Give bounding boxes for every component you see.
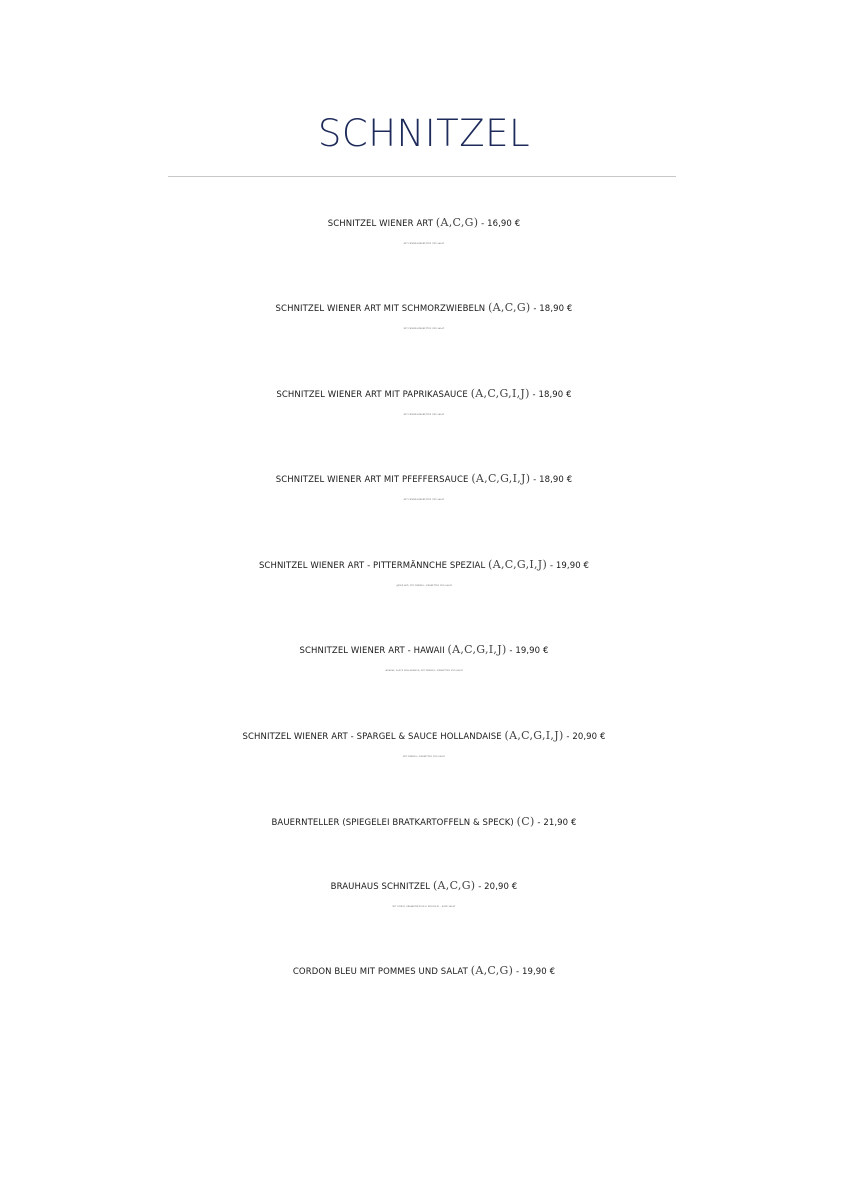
menu-item	[0, 874, 848, 916]
item-name: SCHNITZEL WIENER ART - HAWAII	[299, 646, 445, 656]
item-price: - 19,90 €	[509, 646, 549, 656]
menu-item	[0, 211, 848, 253]
menu-item	[0, 467, 848, 509]
item-price: - 19,90 €	[549, 561, 590, 571]
menu-item	[0, 553, 848, 595]
item-description: MIT POMMES/KROKETTEN UND SALAT	[403, 415, 445, 416]
page-title: SCHNITZEL	[317, 112, 531, 155]
item-price: - 20,90 €	[566, 732, 606, 742]
menu-item	[0, 296, 848, 338]
item-price: - 20,90 €	[478, 882, 518, 892]
item-allergens: (A,C,G)	[435, 216, 479, 229]
item-description: MIT POMMES / KROKETTEN UND SALAT	[402, 757, 446, 758]
item-description: MIT POMMES/KROKETTEN UND SALAT	[403, 329, 445, 330]
item-description: MIT POMMES/KROKETTEN UND SALAT	[403, 500, 445, 501]
title-divider	[168, 176, 676, 177]
item-allergens: (A,C,G,I,J)	[470, 387, 530, 400]
item-allergens: (A,C,G,I,J)	[504, 729, 564, 742]
item-price: - 21,90 €	[537, 818, 577, 828]
item-name: BRAUHAUS SCHNITZEL	[330, 882, 431, 892]
item-price: - 16,90 €	[481, 219, 521, 229]
item-name: SCHNITZEL WIENER ART MIT PFEFFERSAUCE	[275, 475, 469, 485]
item-price: - 18,90 €	[533, 475, 573, 485]
item-allergens: (A,C,G)	[470, 964, 514, 977]
item-description: MIT POMMES/KROKETTEN UND SALAT	[403, 244, 445, 245]
item-description: (ANANAS, SAUCE HOLLANDAISE) MIT POMMES / KROKETTEN UND SALAT	[385, 671, 463, 672]
item-price: - 18,90 €	[533, 304, 573, 314]
item-name: SCHNITZEL WIENER ART	[327, 219, 434, 229]
item-allergens: (A,C,G)	[432, 879, 476, 892]
menu-item	[0, 638, 848, 680]
item-name: SCHNITZEL WIENER ART MIT PAPRIKASAUCE	[276, 390, 468, 400]
item-allergens: (C)	[516, 815, 535, 828]
menu-item	[0, 724, 848, 766]
menu-item	[0, 810, 848, 835]
menu-item	[0, 382, 848, 424]
item-description: MIT SPINAT, BRAKARTOFFELN & SPIEGELEI – OHNE SALAT	[392, 907, 456, 908]
item-allergens: (A,C,G,I,J)	[447, 643, 507, 656]
item-allergens: (A,C,G,I,J)	[488, 558, 548, 571]
item-name: SCHNITZEL WIENER ART MIT SCHMORZWIEBELN	[275, 304, 486, 314]
menu-item	[0, 959, 848, 984]
item-name: CORDON BLEU MIT POMMES UND SALAT	[292, 967, 468, 977]
item-price: - 18,90 €	[532, 390, 572, 400]
item-price: - 19,90 €	[515, 967, 556, 977]
item-description: (JÄGER ART) MIT POMMES / KROKETTEN UND SALAT	[395, 586, 453, 587]
item-name: SCHNITZEL WIENER ART - SPARGEL & SAUCE HOLLANDAISE	[242, 732, 502, 742]
item-name: SCHNITZEL WIENER ART - PITTERMÄNNCHE SPEZIAL	[258, 561, 486, 571]
item-name: BAUERNTELLER (SPIEGELEI BRATKARTOFFELN & SPECK)	[271, 818, 514, 828]
item-allergens: (A,C,G)	[488, 301, 531, 314]
item-allergens: (A,C,G,I,J)	[471, 472, 531, 485]
